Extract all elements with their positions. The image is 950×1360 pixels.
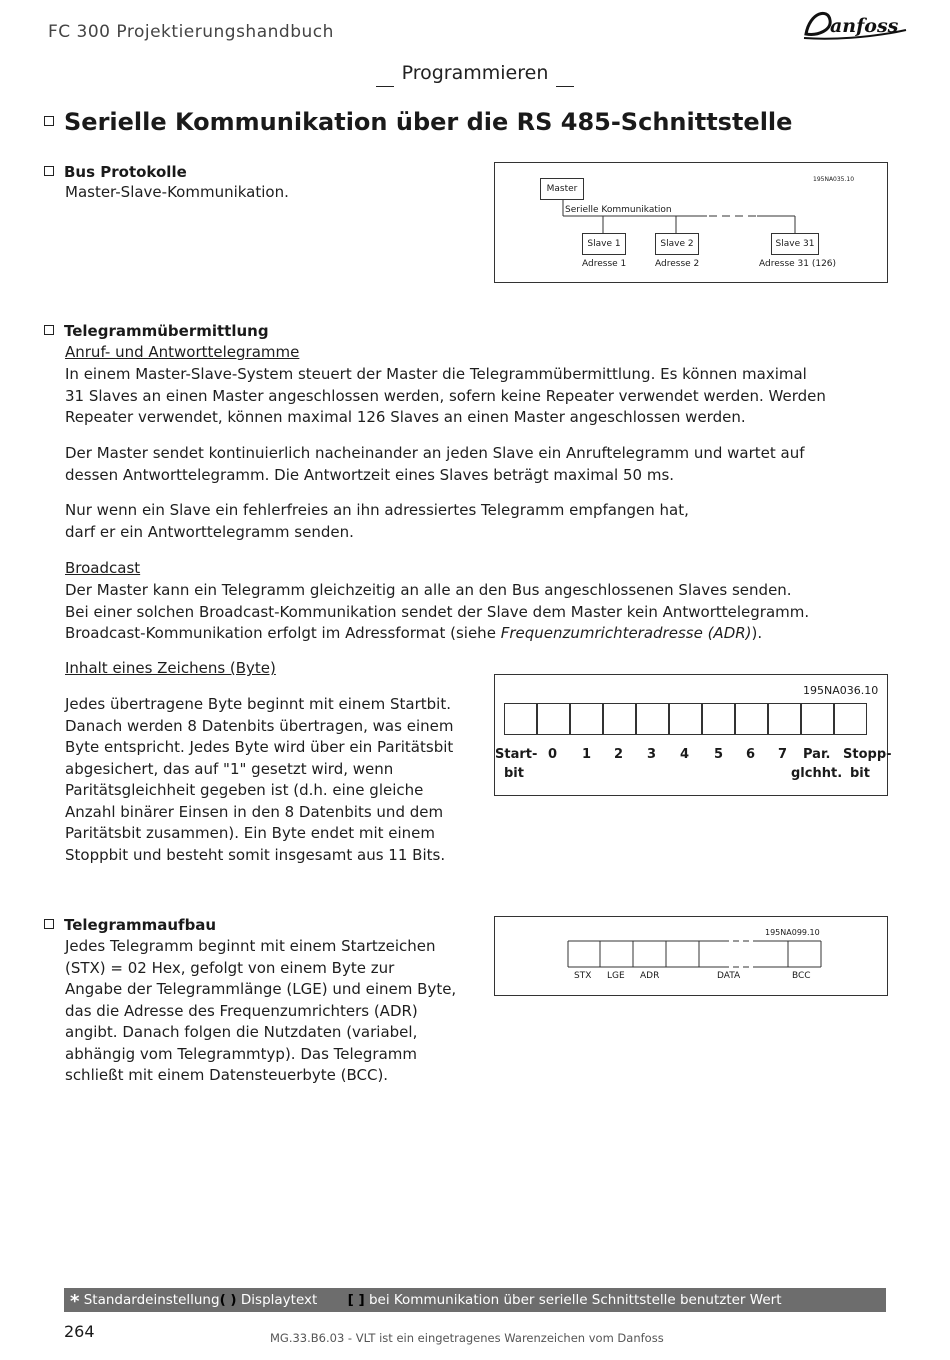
- bit-label: Par.: [803, 747, 831, 762]
- bullet-icon: [44, 116, 54, 126]
- byte-heading: Inhalt eines Zeichens (Byte): [65, 659, 276, 677]
- document-title: FC 300 Projektierungshandbuch: [48, 22, 334, 42]
- stx-label: STX: [574, 971, 592, 981]
- legend-bar: [64, 1288, 886, 1312]
- svg-text:anfoss: anfoss: [830, 15, 899, 37]
- master-box: Master: [540, 178, 584, 200]
- bus-protokolle-heading: Bus Protokolle: [44, 163, 187, 181]
- bit-cell: [636, 703, 669, 735]
- bit-label: 5: [714, 747, 724, 762]
- bit-cell: [570, 703, 603, 735]
- telegram-heading: Telegrammübermittlung: [44, 322, 269, 340]
- bit-cell: [702, 703, 735, 735]
- page-number: 264: [64, 1322, 95, 1341]
- star-icon: *: [70, 1291, 80, 1312]
- legend-default: Standardeinstellung: [83, 1292, 220, 1308]
- bit-label: 3: [647, 747, 657, 762]
- telegram-structure-diagram: [494, 916, 888, 996]
- figure-id: 195NA036.10: [803, 684, 879, 697]
- bullet-icon: [44, 166, 54, 176]
- bcc-label: BCC: [792, 971, 811, 981]
- legend-display: Displaytext: [240, 1292, 318, 1308]
- bit-cell: [768, 703, 801, 735]
- bit-label: 0: [548, 747, 558, 762]
- bit-cell: [603, 703, 636, 735]
- slave-31-box: Slave 31: [771, 233, 819, 255]
- bus-subtitle: Master-Slave-Kommunikation.: [65, 183, 289, 201]
- serial-comm-label: Serielle Kommunikation: [565, 205, 672, 215]
- bullet-icon: [44, 919, 54, 929]
- bit-cell: [834, 703, 867, 735]
- slave-1-box: Slave 1: [582, 233, 626, 255]
- address-2-label: Adresse 2: [655, 259, 700, 269]
- master-slave-diagram: [494, 162, 888, 283]
- bit-cell: [669, 703, 702, 735]
- figure-id: 195NA035.10: [813, 176, 855, 183]
- byte-bit-diagram: [494, 674, 892, 796]
- legend-bracket: [ ]: [347, 1292, 365, 1308]
- bit-label: Start-: [495, 747, 538, 762]
- section-title: Programmieren: [360, 62, 590, 87]
- bit-label: 7: [778, 747, 788, 762]
- footnote: MG.33.B6.03 - VLT ist ein eingetragenes Warenzeichen vom Danfoss: [270, 1331, 664, 1345]
- lge-label: LGE: [607, 971, 625, 981]
- bullet-icon: [44, 325, 54, 335]
- telegram-paragraph-1: In einem Master-Slave-System steuert der Master die Telegrammübermittlung. Es können maximal 31 Slaves an einen Master angeschlossen werden, sofern keine Repeater verwendet werden. Werden Repeater verwendet, können maximal 126 Slaves an einen Master angeschlossen werden.: [65, 365, 826, 426]
- danfoss-logo: [800, 4, 910, 44]
- bit-label: Stopp-: [843, 747, 892, 762]
- bit-label: 6: [746, 747, 756, 762]
- bit-cell: [504, 703, 537, 735]
- telegrammaufbau-paragraph: Jedes Telegramm beginnt mit einem Startzeichen (STX) = 02 Hex, gefolgt von einem Byte zur Angabe der Telegrammlänge (LGE) und einem Byte, das die Adresse des Frequenzumrichters (ADR) angibt. Danach folgen die Nutzdaten (variabel, abhängig vom Telegrammtyp). Das Telegramm schließt mit einem Datensteuerbyte (BCC).: [65, 937, 457, 1084]
- bit-label: glchht.: [791, 766, 843, 781]
- telegram-fields: [495, 917, 887, 995]
- telegram-paragraph-3: Nur wenn ein Slave ein fehlerfreies an ihn adressiertes Telegramm empfangen hat, darf er ein Antworttelegramm senden.: [65, 501, 689, 541]
- bit-cell: [537, 703, 570, 735]
- bit-label: 2: [614, 747, 624, 762]
- legend-paren: ( ): [219, 1292, 237, 1308]
- bit-label: bit: [850, 766, 870, 781]
- telegram-paragraph-2: Der Master sendet kontinuierlich nacheinander an jeden Slave ein Anruftelegramm und wartet auf dessen Antworttelegramm. Die Antwortzeit eines Slaves beträgt maximal 50 ms.: [65, 444, 805, 484]
- address-1-label: Adresse 1: [582, 259, 627, 269]
- adr-label: ADR: [640, 971, 660, 981]
- bit-cell: [801, 703, 834, 735]
- figure-id: 195NA099.10: [765, 928, 820, 937]
- bit-label: bit: [504, 766, 524, 781]
- broadcast-paragraph: Der Master kann ein Telegramm gleichzeitig an alle an den Bus angeschlossenen Slaves senden. Bei einer solchen Broadcast-Kommunikation sendet der Slave dem Master kein Antworttelegramm. Broadcast-Kommunikation erfolgt im Adressformat (siehe Frequenzumrichteradresse (ADR)).: [65, 581, 810, 642]
- telegram-subheading: Anruf- und Antworttelegramme: [65, 343, 300, 361]
- address-31-label: Adresse 31 (126): [759, 259, 837, 269]
- legend-serial: bei Kommunikation über serielle Schnittstelle benutzter Wert: [368, 1292, 782, 1308]
- bit-label: 1: [582, 747, 592, 762]
- telegrammaufbau-heading: Telegrammaufbau: [44, 916, 216, 934]
- byte-paragraph: Jedes übertragene Byte beginnt mit einem Startbit. Danach werden 8 Datenbits übertragen, was einem Byte entspricht. Jedes Byte wird über ein Paritätsbit abgesichert, das auf "1" gesetzt wird, wenn Paritätsgleichheit gegeben ist (d.h. eine gleiche Anzahl binärer Einsen in den 8 Datenbits und dem Paritätsbit zusammen). Ein Byte endet mit einem Stoppbit und besteht somit insgesamt aus 11 Bits.: [65, 695, 454, 864]
- bit-label: 4: [680, 747, 690, 762]
- slave-2-box: Slave 2: [655, 233, 699, 255]
- bit-cell: [735, 703, 768, 735]
- page-heading: Serielle Kommunikation über die RS 485-Schnittstelle: [44, 108, 792, 136]
- broadcast-heading: Broadcast: [65, 559, 141, 577]
- data-label: DATA: [717, 971, 741, 981]
